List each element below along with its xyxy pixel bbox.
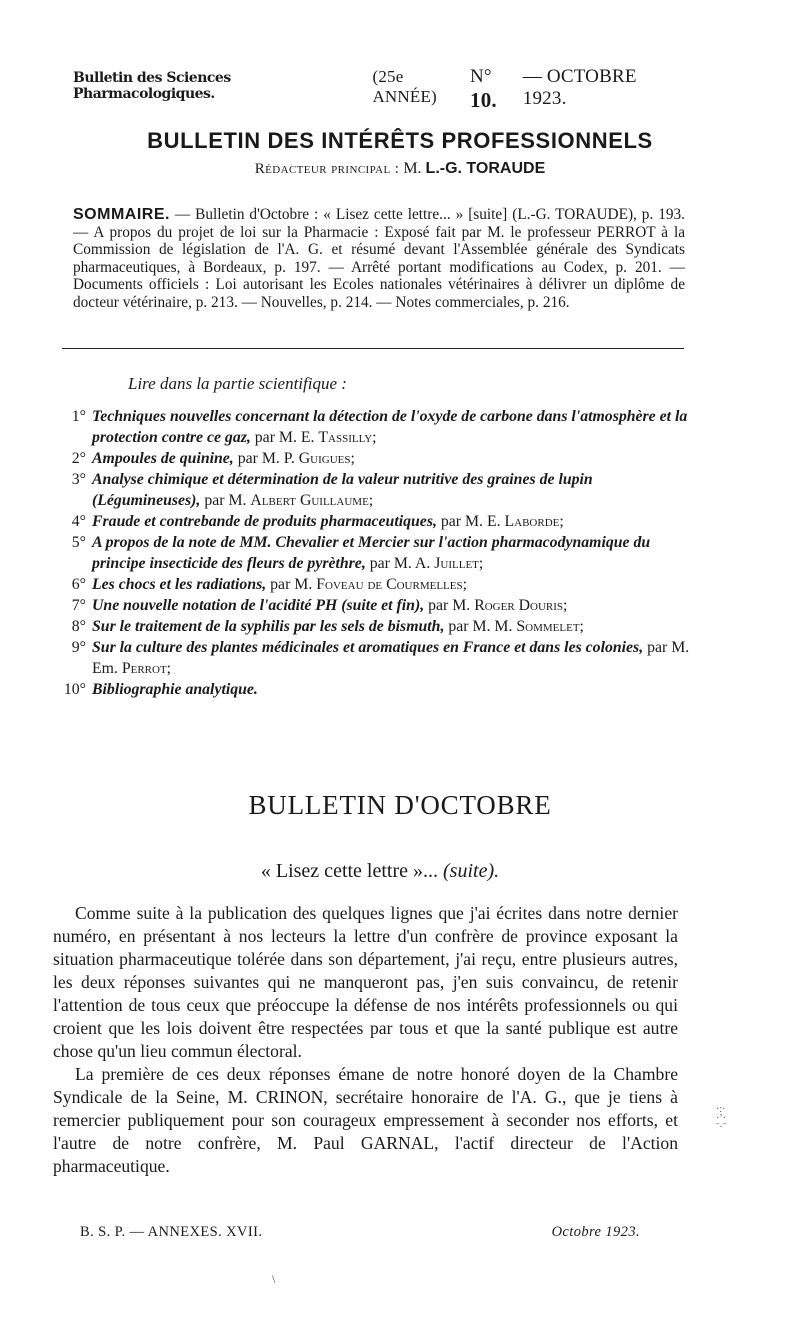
toc-item-number: 4° (71, 513, 86, 530)
margin-mark: ·:· ·ʼ· ˉ·ˉ (716, 1104, 726, 1133)
toc-item-title: Les chocs et les radiations, (92, 576, 267, 593)
toc-item-number: 8° (71, 618, 86, 635)
toc-item-by: par M. (428, 597, 471, 614)
toc-item (40, 595, 690, 616)
toc-item-number: 7° (71, 597, 86, 614)
journal-name: Bulletin des Sciences Pharmacologiques. (73, 70, 231, 102)
toc-item-author: Laborde; (504, 513, 564, 530)
article-title-text: « Lisez cette lettre »... (260, 860, 439, 882)
bulletin-title: BULLETIN D'OCTOBRE (248, 790, 552, 820)
toc-item (40, 637, 690, 679)
toc-item (40, 448, 690, 469)
toc-item (40, 406, 690, 448)
sommaire (73, 206, 685, 312)
article-title (0, 860, 760, 883)
issue-number-value: 10. (470, 88, 497, 112)
issue-number (470, 66, 523, 113)
toc-item (40, 511, 690, 532)
science-contents-list (40, 406, 690, 700)
toc-item-by: par M. (270, 576, 313, 593)
paragraph: La première de ces deux réponses émane de notre honoré doyen de la Chambre Syndicale de la Seine, M. CRINON, secrétaire honoraire de l'A. G., que je tiens à remercier publiquement pour son courageux empressement à seconder nos efforts, et l'autre de notre confrère, M. Paul GARNAL, l'actif directeur de l'Action pharmaceutique. (53, 1064, 678, 1176)
toc-item-number: 2° (71, 450, 86, 467)
section-editor (0, 160, 800, 178)
science-intro: Lire dans la partie scientifique : (128, 374, 347, 393)
toc-item-author: Guigues; (298, 450, 355, 467)
divider-rule (62, 348, 684, 349)
running-header (73, 66, 683, 113)
toc-item-author: Albert Guillaume; (250, 492, 374, 509)
toc-item-author: Roger Douris; (474, 597, 568, 614)
toc-item (40, 469, 690, 511)
editor-name: L.-G. TORAUDE (425, 160, 546, 177)
year-label: (25e ANNÉE) (372, 67, 437, 106)
page-footer (80, 1224, 640, 1241)
toc-item-title: Sur la culture des plantes médicinales et aromatiques en France et dans les colonies, (92, 639, 644, 656)
toc-item (40, 616, 690, 637)
paragraph: Comme suite à la publication des quelques lignes que j'ai écrites dans notre dernier numéro, en présentant à nos lecteurs la lettre d'un confrère de province exposant la situation pharmaceutique tolérée dans son département, j'ai reçu, entre plusieurs autres, les deux réponses suivantes qui ne manqueront pas, j'en suis convaincu, de retenir l'attention de tous ceux que préoccupe la défense de nos intérêts professionnels ou qui croient que les lois doivent être respectées par tous et que la santé publique est autre chose qu'un lieu commun électoral. (53, 903, 678, 1061)
toc-item-author: Sommelet; (516, 618, 584, 635)
toc-item-title: A propos de la note de MM. Chevalier et Mercier sur l'action pharmacodynamique du principe insecticide des fleurs de pyrèthre, (92, 534, 651, 572)
toc-item-author: Perrot; (121, 660, 172, 677)
section-title: BULLETIN DES INTÉRÊTS PROFESSIONNELS (147, 128, 653, 153)
issue-date: — OCTOBRE 1923. (522, 66, 637, 109)
editor-prefix: M. (403, 160, 422, 177)
toc-item-number: 3° (71, 471, 86, 488)
toc-item-number: 10° (63, 681, 86, 698)
toc-item-author: Juillet; (434, 555, 484, 572)
toc-item (40, 679, 690, 700)
toc-item-by: par M. (204, 492, 247, 509)
toc-item-by: par M. Em. (92, 639, 690, 677)
sommaire-text: — Bulletin d'Octobre : « Lisez cette lettre... » [suite] (L.-G. TORAUDE), p. 193. — A propos du projet de loi sur la Pharmacie : Exposé fait par M. le professeur PERROT à la Commission de législation de l'A. G. et résumé devant l'Assemblée générale des Syndicats pharmaceutiques, à Bordeaux, p. 197. — Arrêté portant modifications au Codex, p. 201. — Documents officiels : Loi autorisant les Ecoles nationales vétérinaires à délivrer un diplôme de docteur vétérinaire, p. 213. — Nouvelles, p. 214. — Notes commerciales, p. 216. (73, 206, 686, 311)
toc-item-by: par M. A. (369, 555, 431, 572)
toc-item-title: Techniques nouvelles concernant la détection de l'oxyde de carbone dans l'atmosphère et la protection contre ce gaz, (92, 408, 688, 446)
toc-item-title: Ampoules de quinine, (92, 450, 234, 467)
toc-item-number: 6° (71, 576, 86, 593)
sommaire-label: SOMMAIRE. (73, 206, 170, 223)
toc-item-by: par M. M. (448, 618, 513, 635)
article-title-suffix: (suite). (443, 860, 500, 882)
toc-item-number: 9° (71, 639, 86, 656)
footer-left: B. S. P. — ANNEXES. XVII. (80, 1224, 263, 1240)
toc-item-author: Tassilly; (318, 429, 377, 446)
editor-label: Rédacteur principal : (254, 161, 400, 177)
toc-item-by: par M. E. (254, 429, 315, 446)
toc-item-title: Fraude et contrebande de produits pharmaceutiques, (92, 513, 437, 530)
stray-mark: \ (272, 1272, 276, 1286)
toc-item (40, 532, 690, 574)
toc-item-title: Analyse chimique et détermination de la valeur nutritive des graines de lupin (Légumineuses), (92, 471, 593, 509)
toc-item-number: 1° (71, 408, 86, 425)
toc-item-title: Une nouvelle notation de l'acidité PH (suite et fin), (92, 597, 425, 614)
article-body (53, 902, 678, 1178)
footer-right: Octobre 1923. (551, 1224, 640, 1240)
toc-item-by: par M. P. (237, 450, 295, 467)
toc-item-title: Sur le traitement de la syphilis par les sels de bismuth, (92, 618, 445, 635)
toc-item-by: par M. E. (440, 513, 501, 530)
toc-item-title: Bibliographie analytique. (92, 681, 258, 698)
toc-item (40, 574, 690, 595)
toc-item-number: 5° (71, 534, 86, 551)
toc-item-author: Foveau de Courmelles; (316, 576, 468, 593)
issue-prefix: N° (470, 66, 492, 87)
